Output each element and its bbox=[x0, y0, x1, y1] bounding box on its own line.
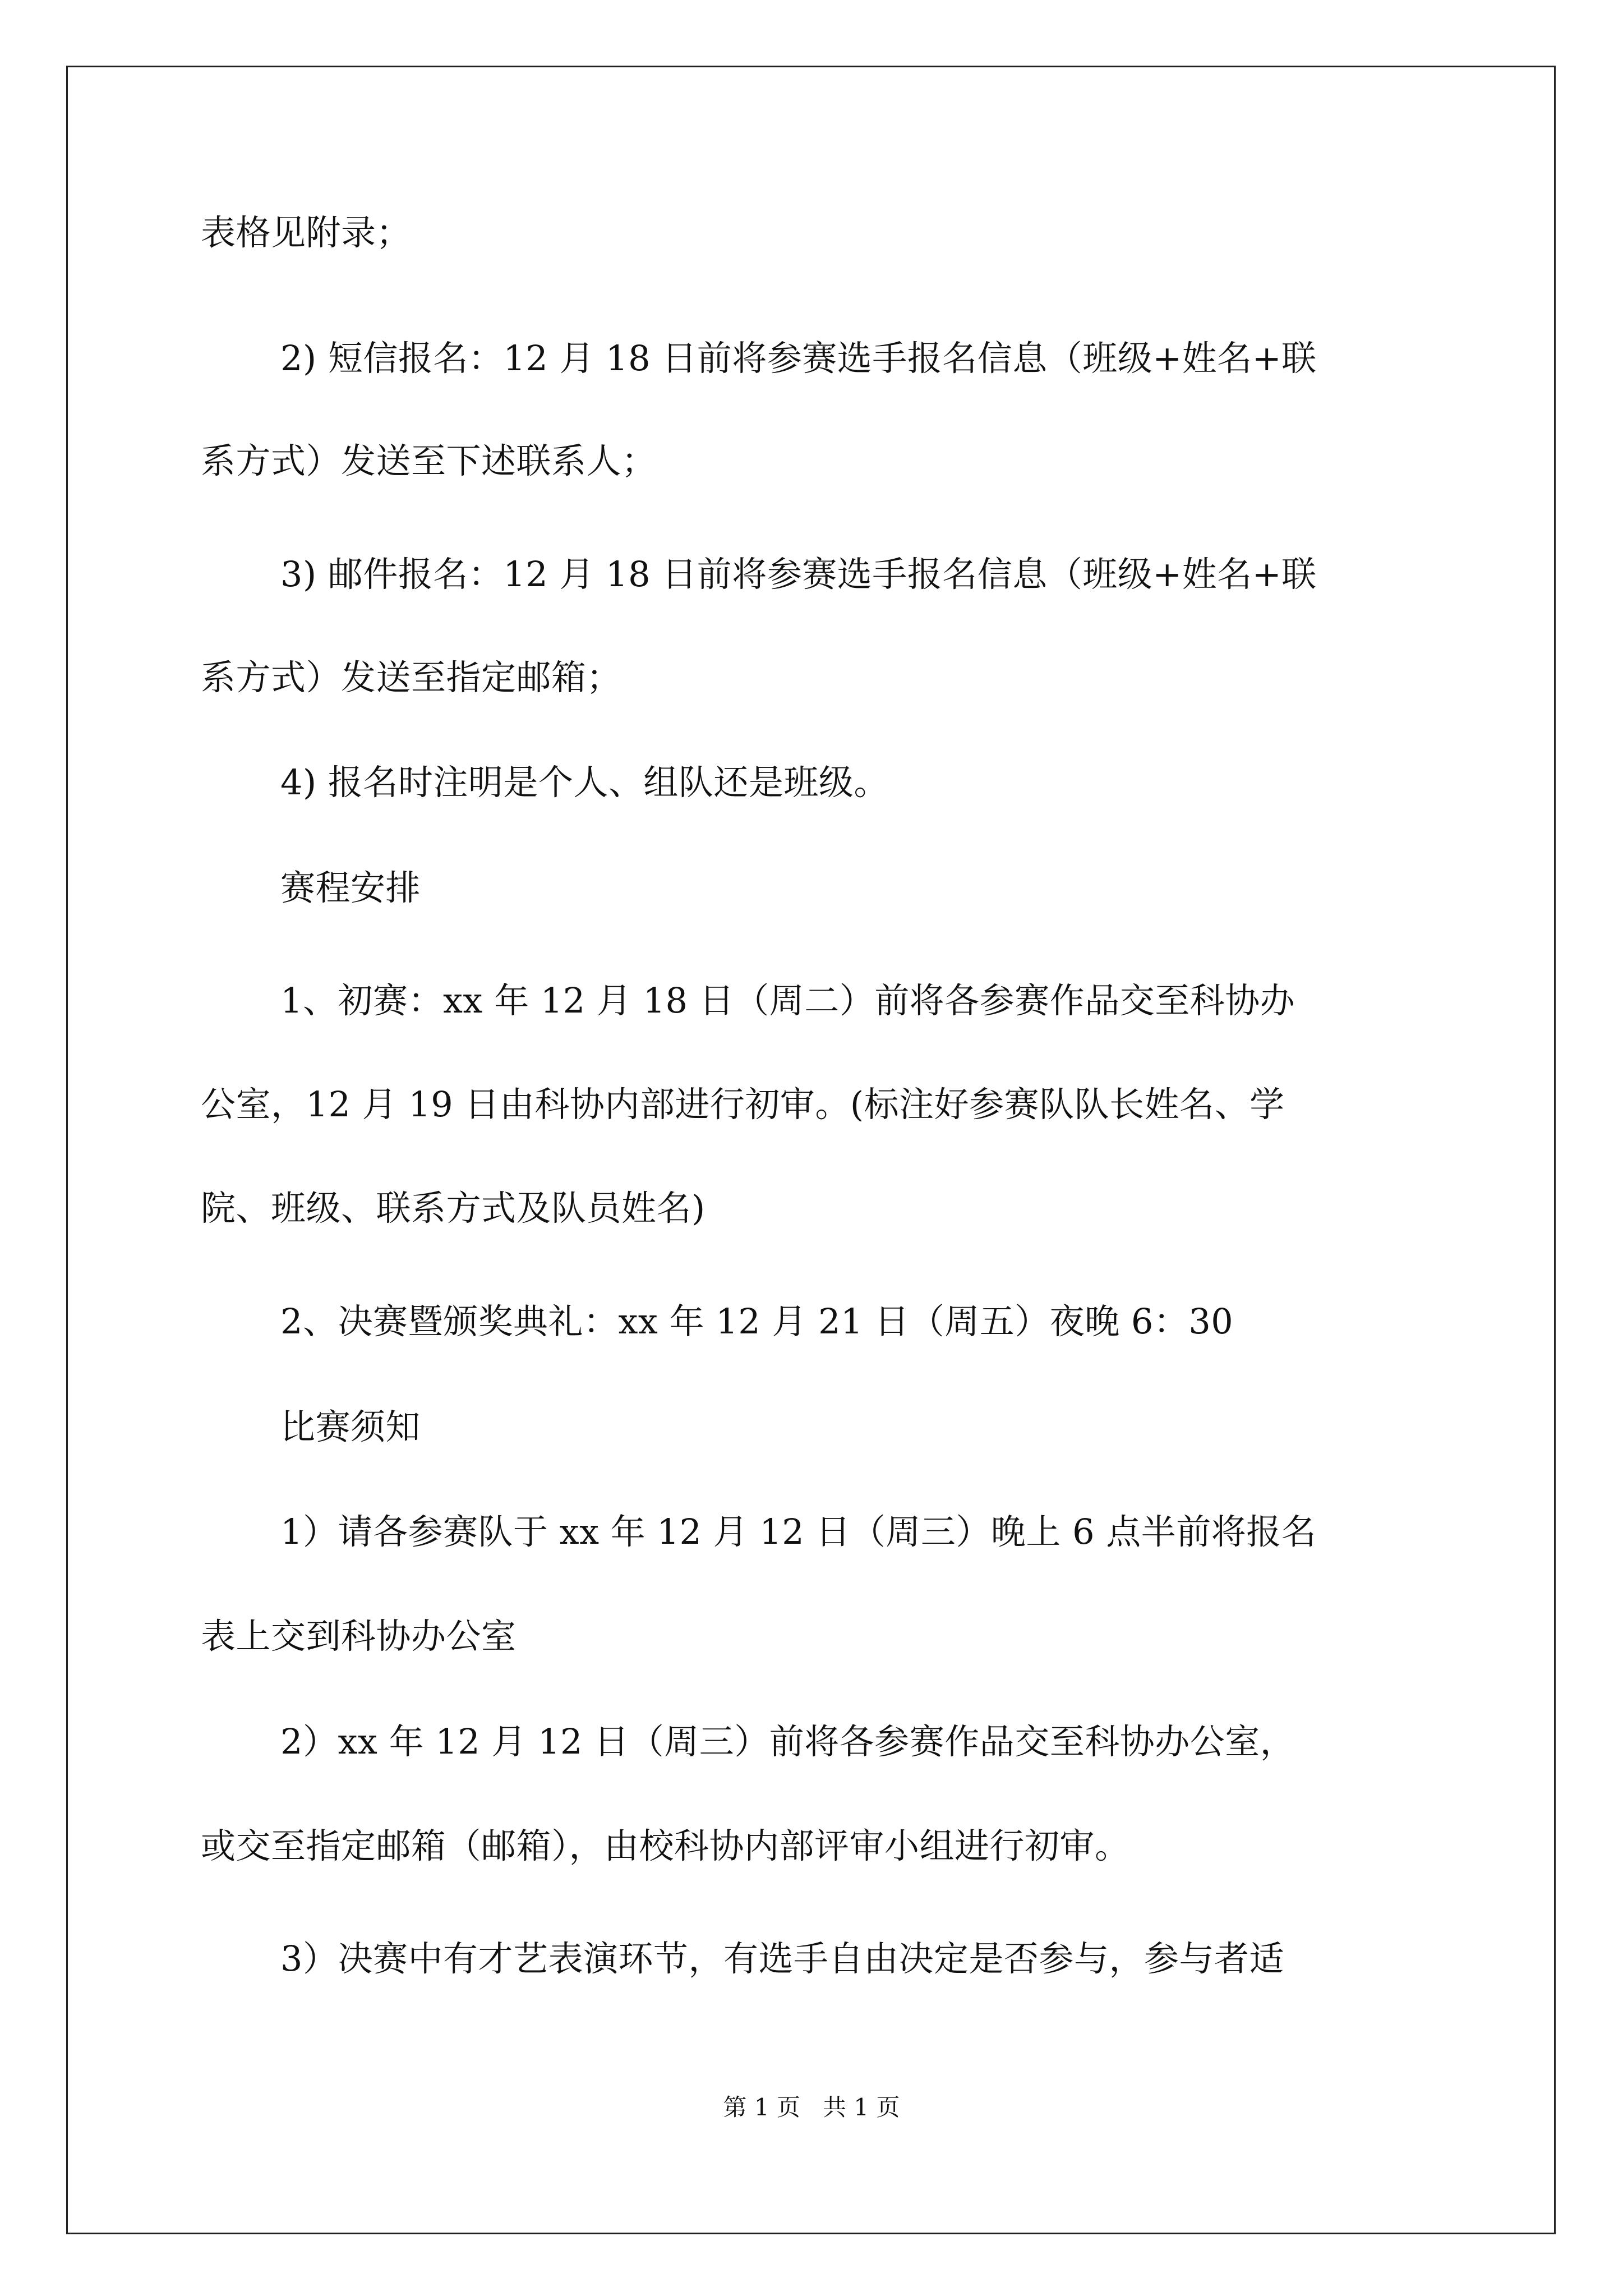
body-line-14: 表上交到科协办公室 bbox=[201, 1616, 517, 1657]
body-line-10: 院、班级、联系方式及队员姓名) bbox=[201, 1188, 706, 1228]
body-line-13: 1）请各参赛队于 xx 年 12 月 12 日（周三）晚上 6 点半前将报名 bbox=[280, 1511, 1317, 1552]
section-heading-rules: 比赛须知 bbox=[280, 1406, 421, 1447]
body-line-8: 1、初赛：xx 年 12 月 18 日（周二）前将各参赛作品交至科协办 bbox=[280, 980, 1295, 1021]
body-line-11: 2、决赛暨颁奖典礼：xx 年 12 月 21 日（周五）夜晚 6：30 bbox=[280, 1301, 1234, 1342]
page-footer: 第 1 页 共 1 页 bbox=[723, 2093, 900, 2121]
body-line-1: 表格见附录； bbox=[201, 212, 412, 253]
body-line-17: 3）决赛中有才艺表演环节，有选手自由决定是否参与，参与者适 bbox=[280, 1938, 1284, 1979]
body-line-15: 2）xx 年 12 月 12 日（周三）前将各参赛作品交至科协办公室， bbox=[280, 1721, 1295, 1762]
body-line-16: 或交至指定邮箱（邮箱），由校科协内部评审小组进行初审。 bbox=[201, 1825, 1130, 1866]
body-line-3: 系方式）发送至下述联系人； bbox=[201, 440, 657, 481]
body-line-6: 4) 报名时注明是个人、组队还是班级。 bbox=[280, 762, 889, 803]
section-heading-schedule: 赛程安排 bbox=[280, 867, 421, 908]
body-line-9: 公室，12 月 19 日由科协内部进行初审。(标注好参赛队队长姓名、学 bbox=[201, 1084, 1285, 1125]
body-line-4: 3) 邮件报名：12 月 18 日前将参赛选手报名信息（班级+姓名+联 bbox=[280, 554, 1317, 595]
body-line-5: 系方式）发送至指定邮箱； bbox=[201, 657, 622, 698]
body-line-2: 2) 短信报名：12 月 18 日前将参赛选手报名信息（班级+姓名+联 bbox=[280, 338, 1317, 379]
page-border bbox=[66, 66, 1556, 2234]
